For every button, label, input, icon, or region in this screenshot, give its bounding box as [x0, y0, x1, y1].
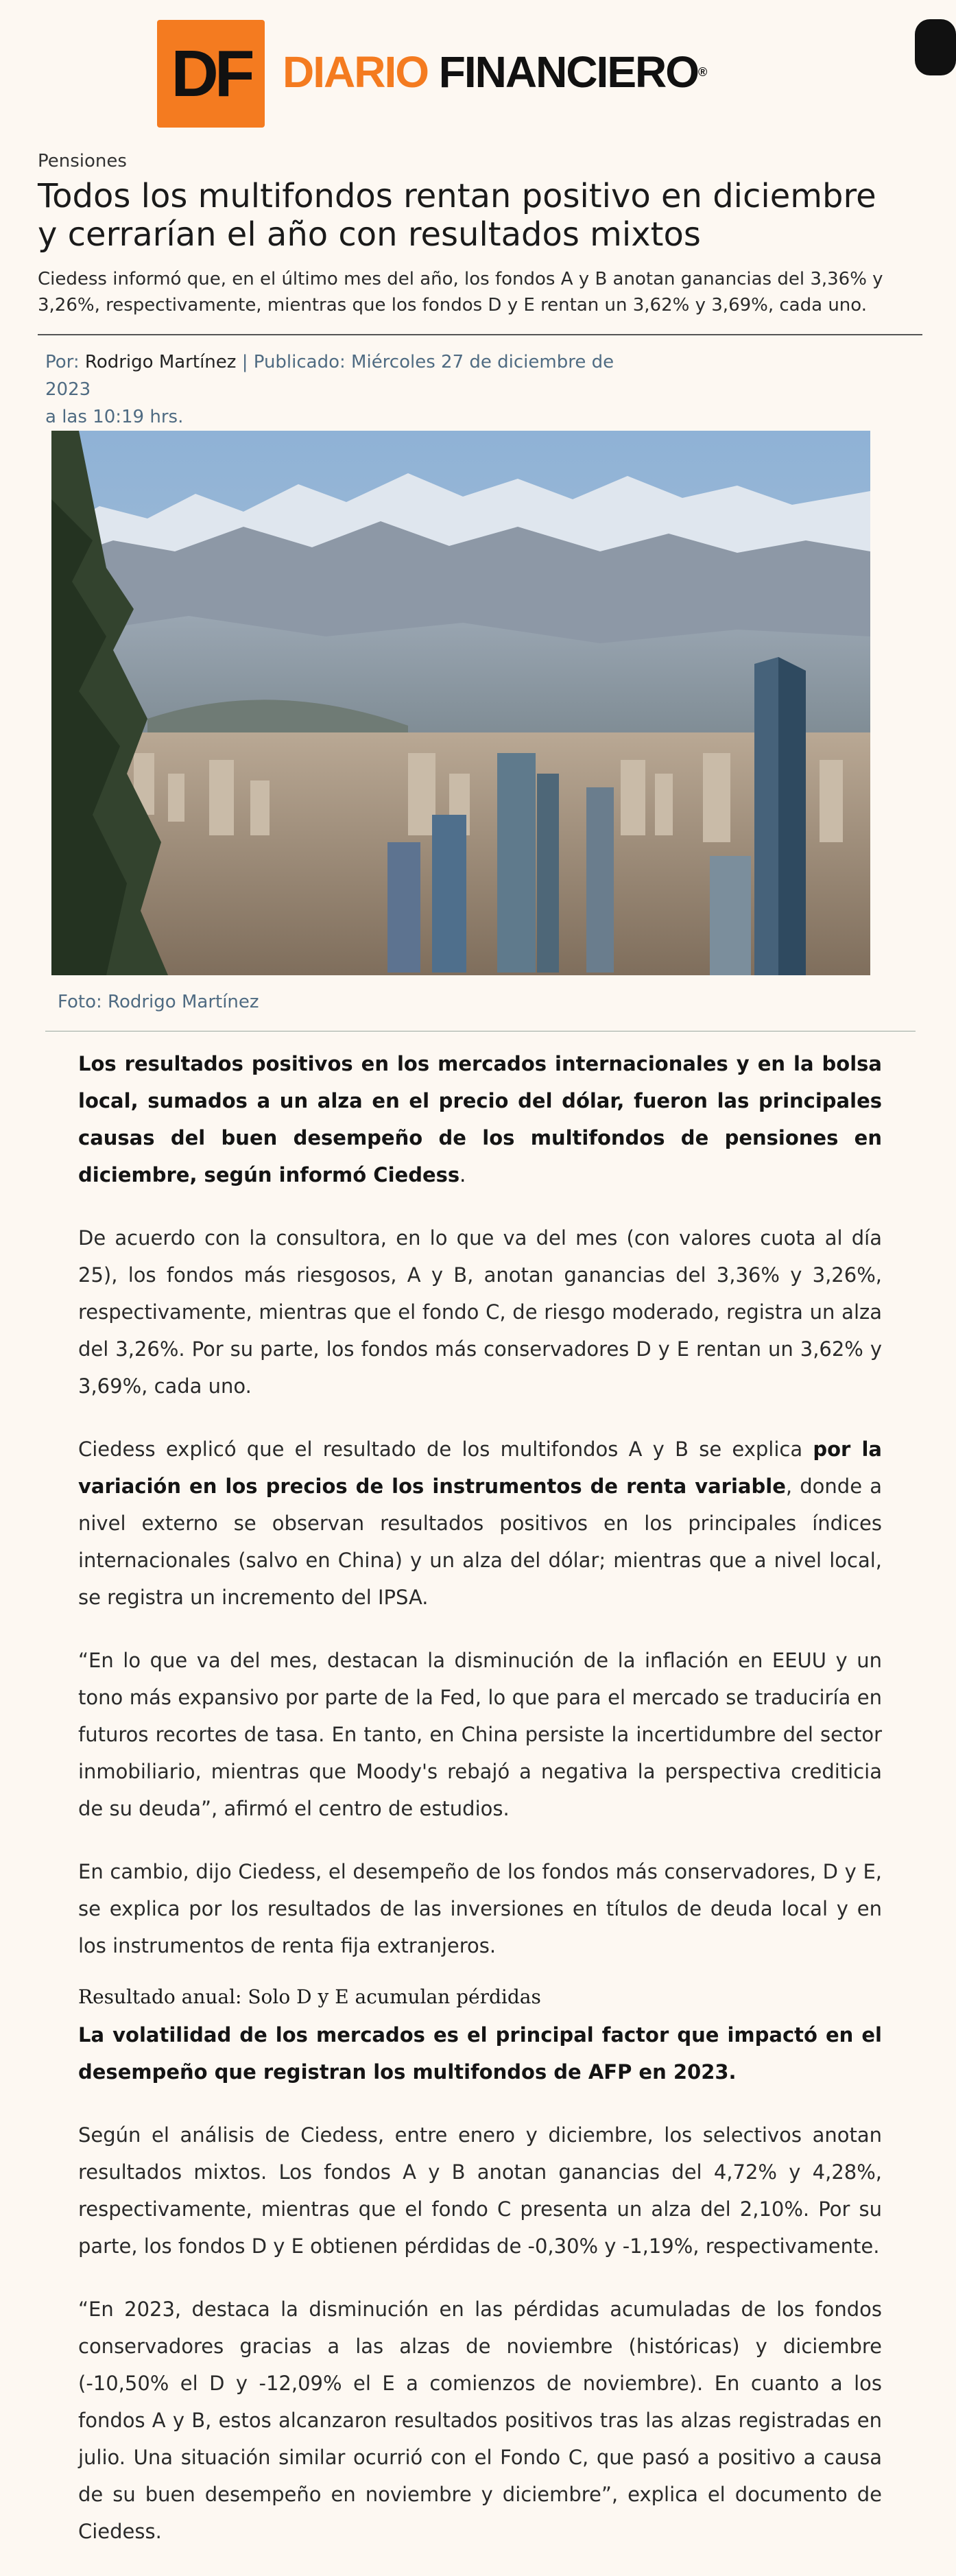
- site-header: [0, 0, 937, 137]
- brand-wordmark[interactable]: [283, 48, 707, 96]
- lead-text: Los resultados positivos en los mercados internacionales y en la bolsa local, sumados a un alza en el precio del dólar, fueron las principales causas del buen desempeño de los multifondos de pensiones en diciembre, según informó Ciedess: [78, 1052, 882, 1186]
- df-logo-mark[interactable]: [157, 20, 265, 128]
- article-subtitle: Ciedess informó que, en el último mes del año, los fondos A y B anotan ganancias del 3,36% y 3,26%, respectivamente, mientras que los fondos D y E rentan un 3,62% y 3,69%, cada uno.: [38, 269, 883, 315]
- section-label[interactable]: Pensiones: [38, 151, 127, 171]
- photo-caption: Foto: Rodrigo Martínez: [58, 992, 259, 1012]
- paragraph-8: “En 2023, destaca la disminución en las pérdidas acumuladas de los fondos conservadores gracias a las alzas de noviembre (históricas) y diciembre (-10,50% el D y -12,09% el E a comienzos de noviembre). En cuanto a los fondos A y B, estos alcanzaron resultados positivos tras las alzas registradas en julio. Una situación similar ocurrió con el Fondo C, que pasó a positivo a causa de su buen desempeño en noviembre y diciembre”, explica el documento de Ciedess.: [78, 2298, 882, 2543]
- lead-paragraph: [78, 1045, 882, 1193]
- registered-mark: ®: [698, 65, 708, 79]
- published-time: a las 10:19 hrs.: [45, 407, 184, 427]
- brand-word-diario: DIARIO: [283, 47, 428, 97]
- santiago-skyline-image: [51, 431, 870, 975]
- logo-mark-text: DF: [171, 36, 251, 110]
- by-label: Por:: [45, 352, 80, 372]
- article-photo: [51, 431, 870, 975]
- paragraph-4: “En lo que va del mes, destacan la disminución de la inflación en EEUU y un tono más expansivo por parte de la Fed, lo que para el mercado se traduciría en futuros recortes de tasa. En tanto, en China persiste la incertidumbre del sector inmobiliario, mientras que Moody's rebajó a negativa la perspectiva crediticia de su deuda”, afirmó el centro de estudios.: [78, 1649, 882, 1820]
- p3-bold: por la variación en los precios de los instrumentos de renta variable: [78, 1438, 882, 1498]
- byline-separator: |: [241, 352, 248, 372]
- paragraph-6: La volatilidad de los mercados es el principal factor que impactó en el desempeño que registran los multifondos de AFP en 2023.: [78, 2023, 882, 2084]
- byline: [45, 348, 662, 431]
- menu-button[interactable]: [915, 19, 956, 75]
- published-date: Publicado: Miércoles 27 de diciembre de 2023: [45, 352, 614, 400]
- paragraph-5: En cambio, dijo Ciedess, el desempeño de los fondos más conservadores, D y E, se explica por los resultados de las inversiones en títulos de deuda local y en los instrumentos de renta fija extranjeros.: [78, 1860, 882, 1957]
- paragraph-3: [78, 1431, 882, 1616]
- subheading-annual-result: Resultado anual: Solo D y E acumulan pérdidas: [78, 1985, 541, 2008]
- header-divider: [38, 334, 922, 335]
- brand-word-financiero: FINANCIERO: [438, 47, 698, 97]
- article-title: Todos los multifondos rentan positivo en diciembre y cerrarían el año con resultados mixtos: [38, 177, 876, 254]
- paragraph-2: De acuerdo con la consultora, en lo que va del mes (con valores cuota al día 25), los fondos más riesgosos, A y B, anotan ganancias del 3,36% y 3,26%, respectivamente, mientras que el fondo C, de riesgo moderado, registra un alza del 3,26%. Por su parte, los fondos más conservadores D y E rentan un 3,62% y 3,69%, cada uno.: [78, 1226, 882, 1398]
- paragraph-7: Según el análisis de Ciedess, entre enero y diciembre, los selectivos anotan resultados mixtos. Los fondos A y B anotan ganancias del 4,72% y 4,28%, respectivamente, mientras que el fondo C presenta un alza del 2,10%. Por su parte, los fondos D y E obtienen pérdidas de -0,30% y -1,19%, respectivamente.: [78, 2123, 882, 2258]
- p3-text-a: Ciedess explicó que el resultado de los multifondos A y B se explica: [78, 1438, 813, 1461]
- article-body: [78, 1045, 882, 2576]
- p3-text-c: , donde a nivel externo se observan resultados positivos en los principales índices internacionales (salvo en China) y un alza del dólar; mientras que a nivel local, se registra un incremento del IPSA.: [78, 1475, 882, 1609]
- author-link[interactable]: Rodrigo Martínez: [84, 352, 237, 372]
- lead-period: .: [459, 1163, 466, 1186]
